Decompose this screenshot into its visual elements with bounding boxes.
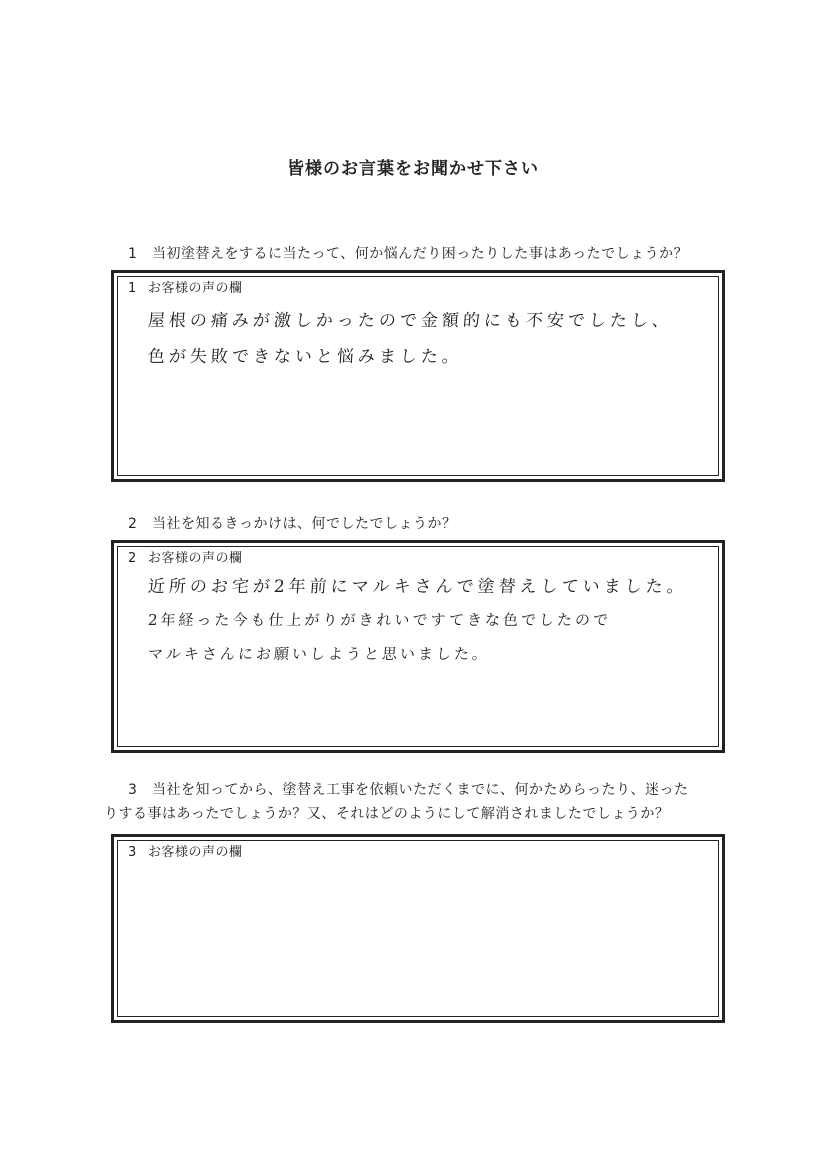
answer-box-1: [111, 270, 725, 482]
question-1: [128, 242, 688, 266]
answer-box-title: お客様の声の欄: [148, 845, 243, 860]
handwritten-answer-line: マルキさんにお願いしようと思いました。: [147, 645, 491, 663]
answer-box-number: 1: [128, 281, 137, 296]
question-text: 当初塗替えをするに当たって、何か悩んだり困ったりした事はあったでしょうか？: [152, 246, 689, 262]
question-text-continued: りする事はあったでしょうか？又、それはどのようにして解消されましたでしょうか？: [104, 806, 670, 822]
question-number: 1: [128, 246, 138, 262]
page-title: 皆様のお言葉をお聞かせ下さい: [287, 159, 539, 179]
answer-box-label: [128, 277, 243, 296]
answer-box-title: お客様の声の欄: [148, 551, 243, 566]
answer-box-label: [128, 547, 243, 566]
answer-box-inner-border: [117, 840, 719, 1017]
question-number: 2: [128, 516, 138, 532]
question-text: 当社を知るきっかけは、何でしたでしょうか？: [152, 516, 457, 532]
handwritten-answer-line: 近所のお宅が2年前にマルキさんで塗替えしていました。: [147, 577, 689, 597]
question-text: 当社を知ってから、塗替え工事を依頼いただくまでに、何かためらったり、迷った: [152, 782, 689, 798]
answer-box-number: 3: [128, 845, 137, 860]
handwritten-answer-line: 2年経った今も仕上がりがきれいですてきな色でしたので: [147, 611, 612, 629]
answer-box-number: 2: [128, 551, 137, 566]
answer-box-title: お客様の声の欄: [148, 281, 243, 296]
answer-box-label: [128, 841, 243, 860]
answer-box-3: [111, 834, 725, 1023]
answer-box-2: [111, 540, 725, 753]
question-number: 3: [128, 782, 138, 798]
question-2: [128, 512, 457, 536]
handwritten-answer-line: 色が失敗できないと悩みました。: [147, 347, 464, 367]
question-3: [104, 778, 689, 826]
handwritten-answer-line: 屋根の痛みが激しかったので金額的にも不安でしたし、: [147, 311, 674, 331]
